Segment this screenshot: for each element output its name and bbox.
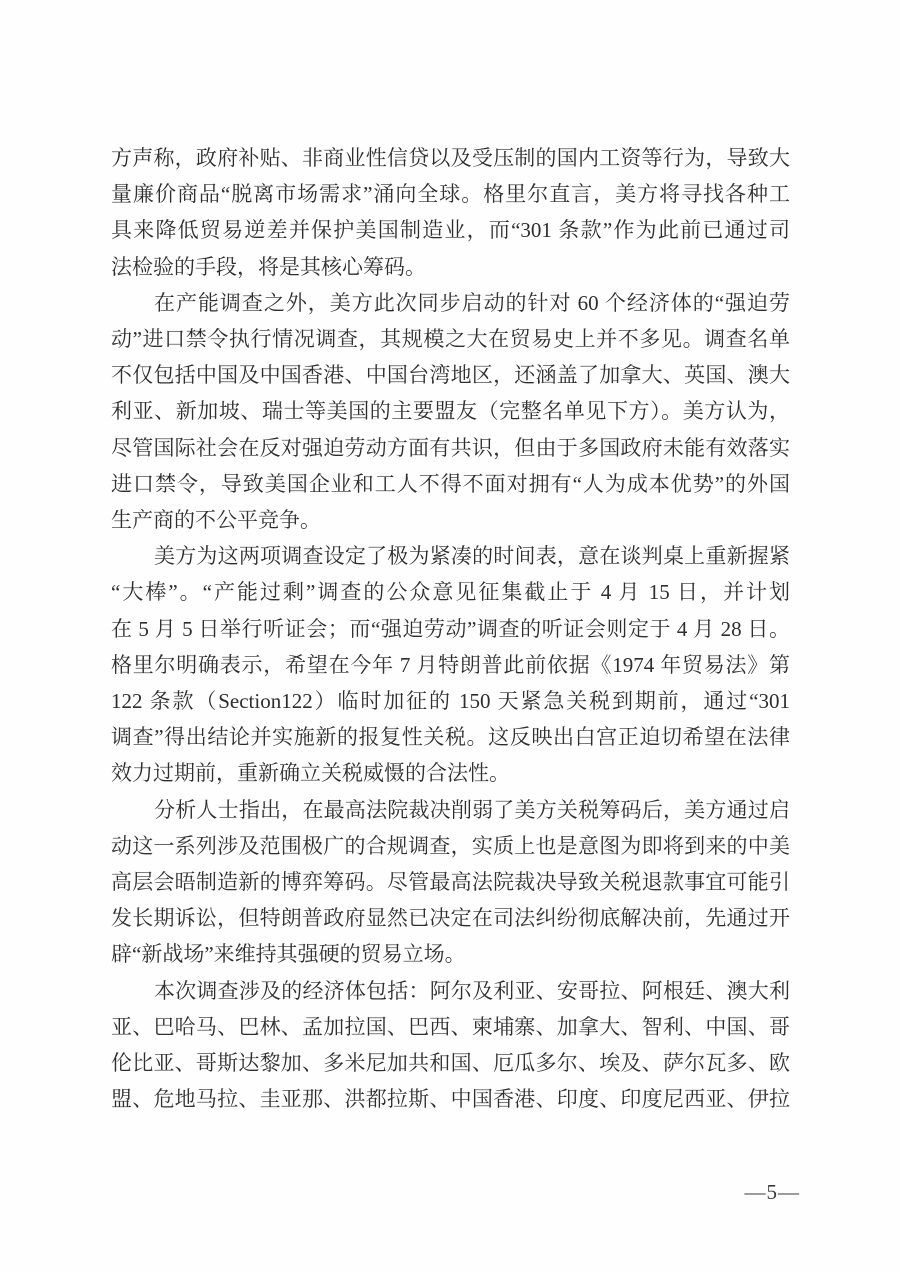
text-line: 具来降低贸易逆差并保护美国制造业，而“301 条款”作为此前已通过司 <box>111 218 790 243</box>
text-line: 动这一系列涉及范围极广的合规调查，实质上也是意图为即将到来的中美 <box>111 833 790 858</box>
text-line: 调查”得出结论并实施新的报复性关税。这反映出白宫正迫切希望在法律 <box>111 725 790 750</box>
text-line: 格里尔明确表示，希望在今年 7 月特朗普此前依据《1974 年贸易法》第 <box>111 652 790 677</box>
text-line: 利亚、新加坡、瑞士等美国的主要盟友（完整名单见下方）。美方认为， <box>111 399 790 424</box>
text-line: 进口禁令，导致美国企业和工人不得不面对拥有“人为成本优势”的外国 <box>111 471 790 496</box>
text-line: 动”进口禁令执行情况调查，其规模之大在贸易史上并不多见。调查名单 <box>111 327 790 352</box>
text-line: 盟、危地马拉、圭亚那、洪都拉斯、中国香港、印度、印度尼西亚、伊拉 <box>111 1087 790 1112</box>
text-line: 美方为这两项调查设定了极为紧凑的时间表，意在谈判桌上重新握紧 <box>154 544 790 569</box>
text-line: 不仅包括中国及中国香港、中国台湾地区，还涵盖了加拿大、英国、澳大 <box>111 363 790 388</box>
text-line: 法检验的手段，将是其核心筹码。 <box>111 254 426 279</box>
text-line: “大棒”。“产能过剩”调查的公众意见征集截止于 4 月 15 日，并计划 <box>111 580 790 605</box>
text-line: 辟“新战场”来维持其强硬的贸易立场。 <box>111 942 466 967</box>
document-body <box>111 140 790 1117</box>
text-line: 生产商的不公平竞争。 <box>111 508 321 533</box>
text-line: 亚、巴哈马、巴林、孟加拉国、巴西、柬埔寨、加拿大、智利、中国、哥 <box>111 1014 790 1039</box>
text-line: 尽管国际社会在反对强迫劳动方面有共识，但由于多国政府未能有效落实 <box>111 435 790 460</box>
text-line: 在 5 月 5 日举行听证会；而“强迫劳动”调查的听证会则定于 4 月 28 日。 <box>111 616 790 641</box>
text-line: 伦比亚、哥斯达黎加、多米尼加共和国、厄瓜多尔、埃及、萨尔瓦多、欧 <box>111 1051 790 1076</box>
text-line: 在产能调查之外，美方此次同步启动的针对 60 个经济体的“强迫劳 <box>154 290 790 315</box>
text-line: 分析人士指出，在最高法院裁决削弱了美方关税筹码后，美方通过启 <box>154 797 790 822</box>
text-line: 量廉价商品“脱离市场需求”涌向全球。格里尔直言，美方将寻找各种工 <box>111 182 790 207</box>
text-line: 发长期诉讼，但特朗普政府显然已决定在司法纠纷彻底解决前，先通过开 <box>111 906 790 931</box>
page-number: —5— <box>744 1180 800 1204</box>
text-line: 方声称，政府补贴、非商业性信贷以及受压制的国内工资等行为，导致大 <box>111 146 790 170</box>
text-line: 本次调查涉及的经济体包括：阿尔及利亚、安哥拉、阿根廷、澳大利 <box>154 978 790 1003</box>
text-line: 122 条款（Section122）临时加征的 150 天紧急关税到期前，通过“301 <box>111 689 790 714</box>
text-line: 效力过期前，重新确立关税威慑的合法性。 <box>111 761 510 786</box>
text-line: 高层会晤制造新的博弈筹码。尽管最高法院裁决导致关税退款事宜可能引 <box>111 870 790 895</box>
